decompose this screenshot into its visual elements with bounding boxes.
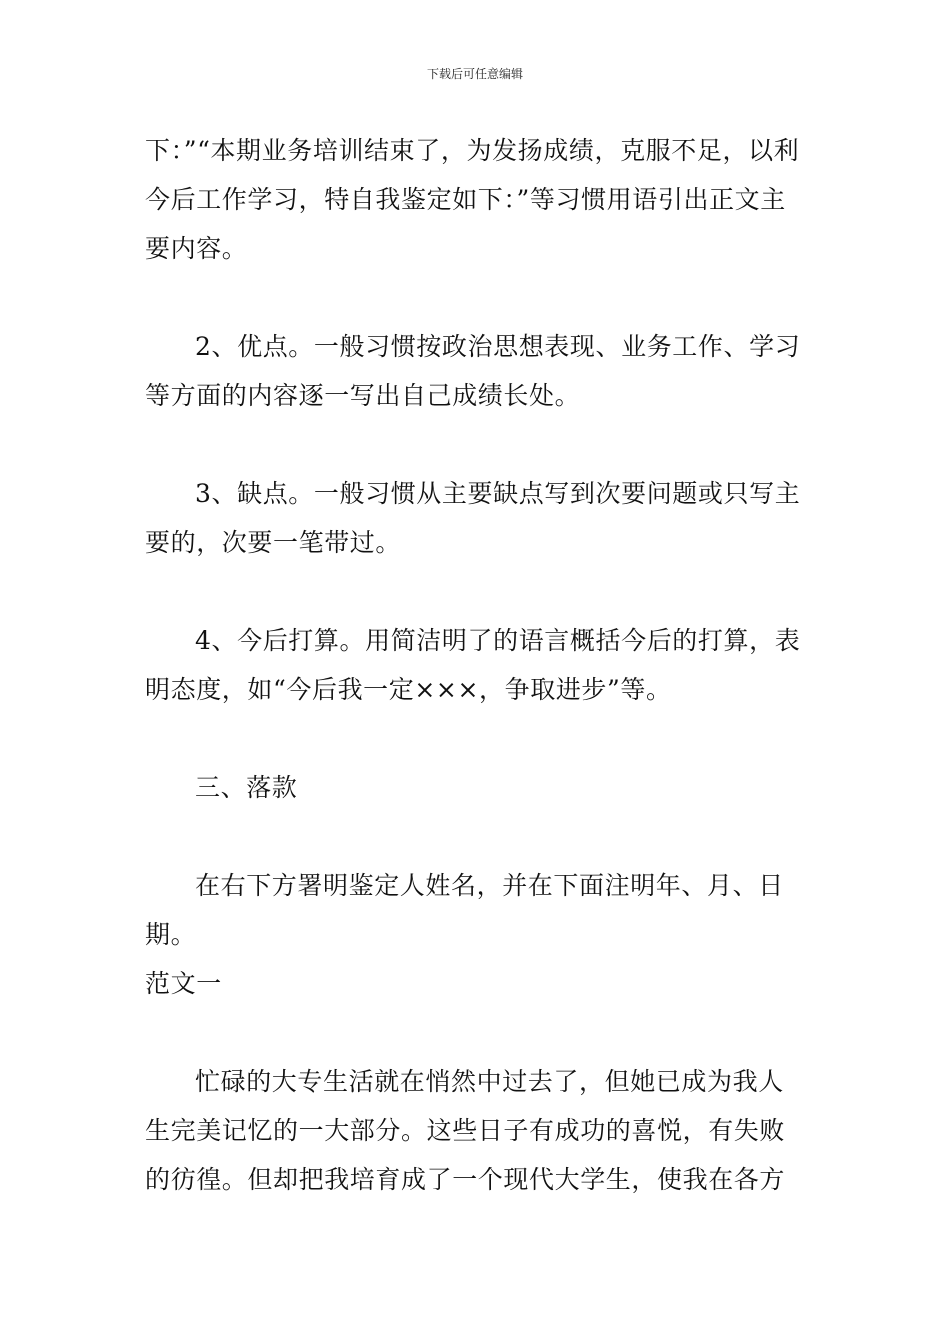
paragraph-sample-one: 忙碌的大专生活就在悄然中过去了，但她已成为我人生完美记忆的一大部分。这些日子有成功的喜悦，有失败的彷徨。但却把我培育成了一个现代大学生，使我在各方 [145, 1067, 786, 1194]
paragraph-gap [145, 420, 807, 469]
paragraph-future-plans: 4、今后打算。用简洁明了的语言概括今后的打算，表明态度，如“今后我一定×××，争取进步”等。 [145, 626, 801, 704]
paragraph-intro-continuation: 下：”“本期业务培训结束了，为发扬成绩，克服不足，以利今后工作学习，特自我鉴定如下：”等习惯用语引出正文主要内容。 [145, 136, 800, 263]
paragraph-strengths: 2、优点。一般习惯按政治思想表现、业务工作、学习等方面的内容逐一写出自己成绩长处。 [145, 332, 801, 410]
document-body [145, 126, 807, 1204]
paragraph-signature-instructions: 在右下方署明鉴定人姓名，并在下面注明年、月、日期。 [145, 871, 784, 949]
paragraph-gap [145, 1008, 807, 1057]
paragraph-gap [145, 567, 807, 616]
paragraph-gap [145, 273, 807, 322]
paragraph-gap [145, 714, 807, 763]
sample-heading: 范文一 [145, 969, 222, 998]
page-header: 下载后可任意编辑 [426, 67, 523, 81]
paragraph-gap [145, 812, 807, 861]
section-heading-signature: 三、落款 [195, 773, 298, 802]
paragraph-weaknesses: 3、缺点。一般习惯从主要缺点写到次要问题或只写主要的，次要一笔带过。 [145, 479, 801, 557]
